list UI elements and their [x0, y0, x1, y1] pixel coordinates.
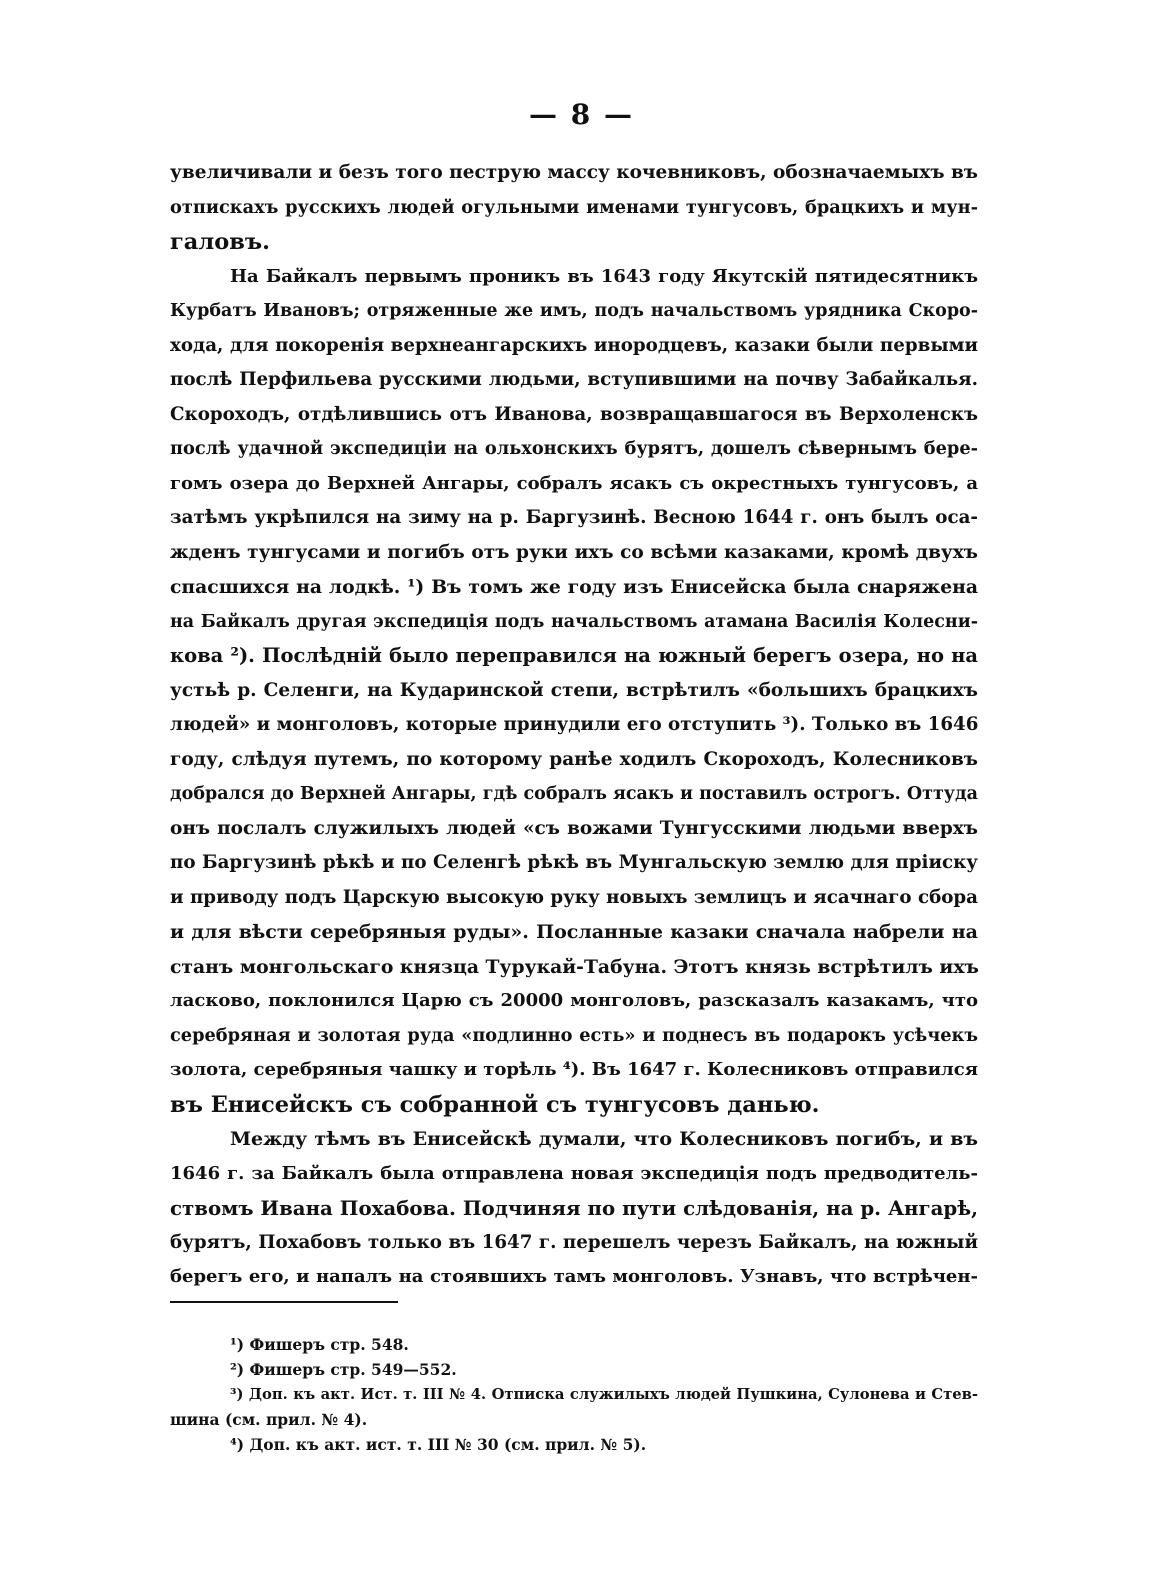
text-line: году, слѣдуя путемъ, по которому ранѣе ходилъ Скороходъ, Колесниковъ — [170, 748, 978, 770]
text-line: устьѣ р. Селенги, на Кударинской степи, встрѣтилъ «большихъ брацкихъ — [170, 679, 978, 701]
text-line: Курбатъ Ивановъ; отряженные же имъ, подъ начальствомъ урядника Скоро- — [170, 301, 978, 321]
text-line: послѣ Перфильева русскими людьми, вступившими на почву Забайкалья. — [170, 369, 978, 390]
text-line: отпискахъ русскихъ людей огульными именами тунгусовъ, брацкихъ и мун- — [170, 196, 978, 218]
text-line: галовъ. — [170, 229, 270, 255]
text-line: спасшихся на лодкѣ. ¹) Въ томъ же году изъ Енисейска была снаряжена — [170, 576, 978, 598]
paragraph-1 — [170, 156, 978, 260]
text-line: въ Енисейскъ съ собранной съ тунгусовъ данью. — [170, 1091, 820, 1118]
text-line: и приводу подъ Царскую высокую руку новыхъ землицъ и ясачнаго сбора — [170, 886, 978, 908]
text-line: станъ монгольскаго князца Турукай-Табуна. Этотъ князь встрѣтилъ ихъ — [170, 955, 979, 978]
body-text — [170, 156, 978, 1295]
text-line: затѣмъ укрѣпился на зиму на р. Баргузинѣ. Весною 1644 г. онъ былъ оса- — [170, 507, 978, 528]
footnote-divider — [170, 1301, 398, 1303]
paragraph-3 — [170, 1122, 978, 1295]
text-line: гомъ озера до Верхней Ангары, собралъ ясакъ съ окрестныхъ тунгусовъ, а — [170, 472, 978, 494]
text-line: увеличивали и безъ того пеструю массу кочевниковъ, обозначаемыхъ въ — [170, 162, 978, 183]
footnote-2: ²) Фишеръ стр. 549—552. — [230, 1360, 457, 1379]
text-line: бурятъ, Похабовъ только въ 1647 г. перешелъ черезъ Байкалъ, на южный — [170, 1231, 978, 1253]
text-line: серебряная и золотая руда «подлинно есть» и поднесъ въ подарокъ усѣчекъ — [170, 1024, 978, 1046]
text-line: кова ²). Послѣдній было переправился на южный берегъ озера, но на — [170, 644, 978, 667]
footnote-3: ³) Доп. къ акт. Ист. т. III № 4. Отписка служилыхъ людей Пушкина, Сулонева и Стев- — [230, 1386, 978, 1403]
text-line: Между тѣмъ въ Енисейскѣ думали, что Колесниковъ погибъ, и въ — [230, 1128, 978, 1150]
text-line: берегъ его, и напалъ на стоявшихъ тамъ монголовъ. Узнавъ, что встрѣчен- — [170, 1266, 978, 1287]
text-line: и для вѣсти серебряныя руды». Посланные казаки сначала набрели на — [170, 921, 978, 943]
text-line: жденъ тунгусами и погибъ отъ руки ихъ со всѣми казаками, кромѣ двухъ — [170, 541, 978, 563]
text-line: на Байкалъ другая экспедиція подъ начальствомъ атамана Василія Колесни- — [170, 611, 978, 632]
footnote-3-continued: шина (см. прил. № 4). — [170, 1410, 368, 1429]
text-line: добрался до Верхней Ангары, гдѣ собралъ ясакъ и поставилъ острогъ. Оттуда — [170, 784, 978, 804]
text-line: На Байкалъ первымъ проникъ въ 1643 году Якутскій пятидесятникъ — [230, 265, 978, 287]
text-line: людей» и монголовъ, которые принудили его отступить ³). Только въ 1646 — [170, 714, 979, 735]
footnotes — [170, 1332, 978, 1457]
page-number: — 8 — — [529, 98, 634, 131]
text-line: хода, для покоренія верхнеангарскихъ инородцевъ, казаки были первыми — [170, 334, 978, 356]
text-line: ствомъ Ивана Похабова. Подчиняя по пути слѣдованія, на р. Ангарѣ, — [170, 1196, 978, 1220]
text-line: послѣ удачной экспедиціи на ольхонскихъ бурятъ, дошелъ сѣвернымъ бере- — [170, 438, 978, 459]
text-line: золота, серебряныя чашку и торѣль ⁴). Въ 1647 г. Колесниковъ отправился — [170, 1059, 978, 1080]
footnote-4: ⁴) Доп. къ акт. ист. т. III № 30 (см. прил. № 5). — [230, 1435, 647, 1454]
text-line: 1646 г. за Байкалъ была отправлена новая экспедиція подъ предводитель- — [170, 1162, 978, 1184]
text-line: онъ послалъ служилыхъ людей «съ вожами Тунгусскими людьми вверхъ — [170, 817, 978, 839]
text-line: по Баргузинѣ рѣкѣ и по Селенгѣ рѣкѣ въ Мунгальскую землю для пріиску — [170, 852, 978, 873]
text-line: ласково, поклонился Царю съ 20000 монголовъ, разсказалъ казакамъ, что — [170, 990, 978, 1011]
paragraph-2 — [170, 260, 978, 1123]
footnote-1: ¹) Фишеръ стр. 548. — [230, 1335, 409, 1354]
text-line: Скороходъ, отдѣлившись отъ Иванова, возвращавшагося въ Верхоленскъ — [170, 403, 978, 425]
